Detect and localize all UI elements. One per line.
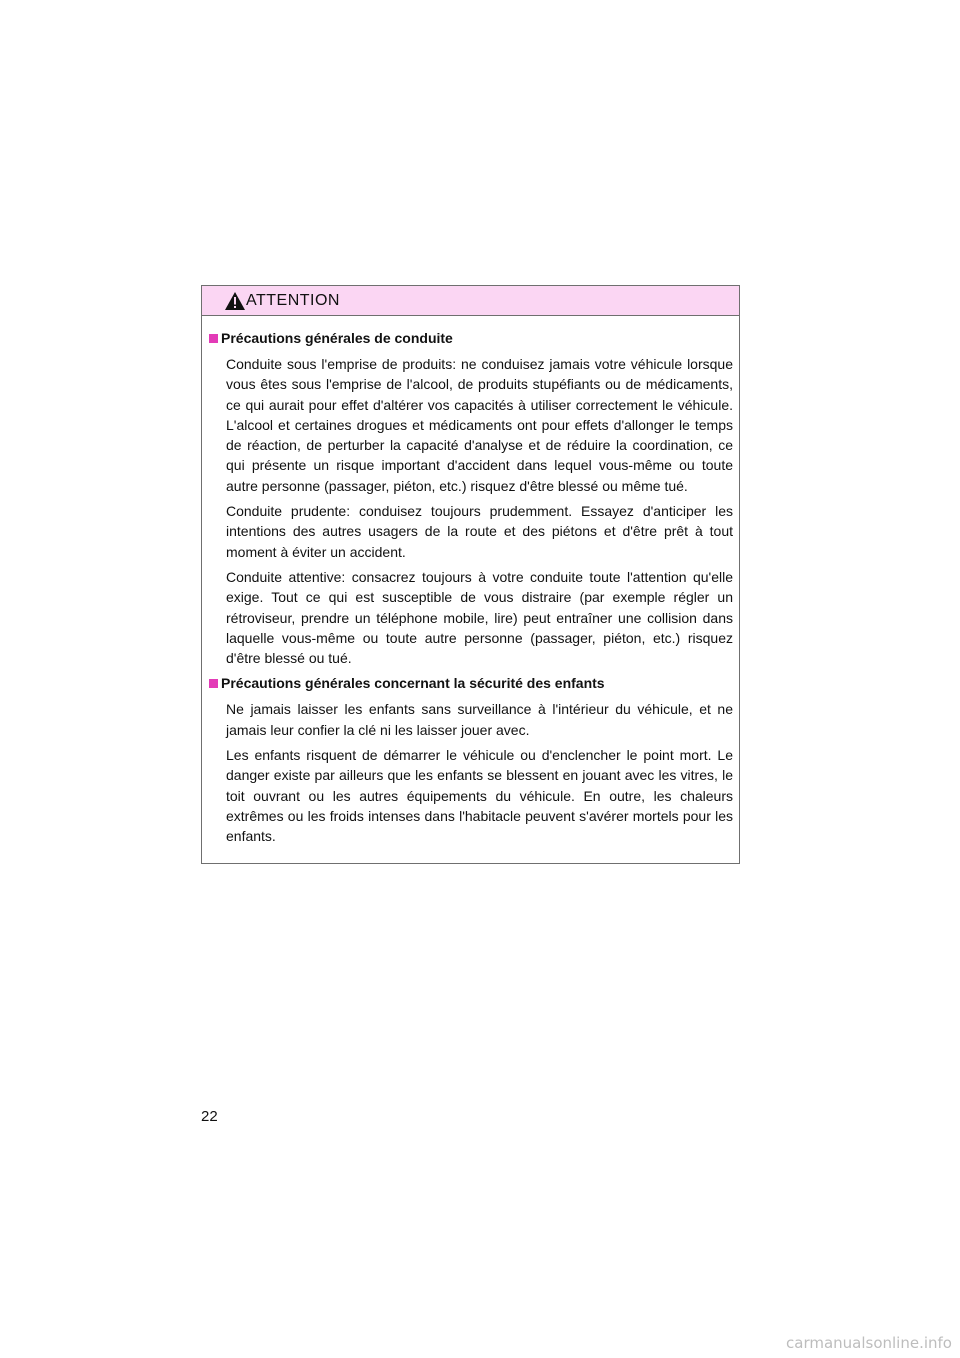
square-bullet-icon — [209, 679, 218, 688]
section-title-text: Précautions générales concernant la sécurité des enfants — [221, 675, 605, 692]
section-title — [209, 673, 733, 693]
paragraph: Ne jamais laisser les enfants sans surveillance à l'intérieur du véhicule, et ne jamais leur confier la clé ni les laisser jouer avec. — [226, 701, 733, 738]
warning-header — [202, 286, 739, 316]
paragraph: Les enfants risquent de démarrer le véhicule ou d'enclencher le point mort. Le danger existe par ailleurs que les enfants se blessent en jouant avec les vitres, le toit ouvrant ou les autres équipements du véhicule. En outre, les chaleurs extrêmes ou les froids intenses dans l'habitacle peuvent s'avérer mortels pour les enfants. — [226, 747, 733, 845]
warning-triangle-icon — [224, 291, 246, 311]
section-title — [209, 328, 733, 348]
paragraph: Conduite prudente: conduisez toujours prudemment. Essayez d'anticiper les intentions des autres usagers de la route et des piétons et d'être prêt à tout moment à éviter un accident. — [226, 503, 733, 560]
watermark: carmanualsonline.info — [786, 1334, 952, 1352]
warning-content — [202, 316, 739, 847]
warning-title: ATTENTION — [246, 292, 340, 309]
page-number: 22 — [201, 1108, 218, 1125]
square-bullet-icon — [209, 334, 218, 343]
warning-box — [201, 285, 740, 864]
paragraph: Conduite sous l'emprise de produits: ne conduisez jamais votre véhicule lorsque vous êtes sous l'emprise de l'alcool, de produits stupéfiants ou de médicaments, ce qui aurait pour effet d'altérer vos capacités à utiliser correctement le véhicule. L'alcool et certaines drogues et médicaments ont pour effets d'allonger le temps de réaction, de perturber la capacité d'analyse et de réduire la coordination, ce qui présente un risque important d'accident dans lequel vous-même ou toute autre personne (passager, piéton, etc.) risquez d'être blessé ou même tué. — [226, 356, 733, 494]
paragraph: Conduite attentive: consacrez toujours à votre conduite toute l'attention qu'elle exige. Tout ce qui est susceptible de vous distraire (par exemple régler un rétroviseur, prendre un téléphone mobile, lire) peut entraîner une collision dans laquelle vous-même ou toute autre personne (passager, piéton, etc.) risquez d'être blessé ou tué. — [226, 568, 733, 667]
section-title-text: Précautions générales de conduite — [221, 330, 453, 346]
